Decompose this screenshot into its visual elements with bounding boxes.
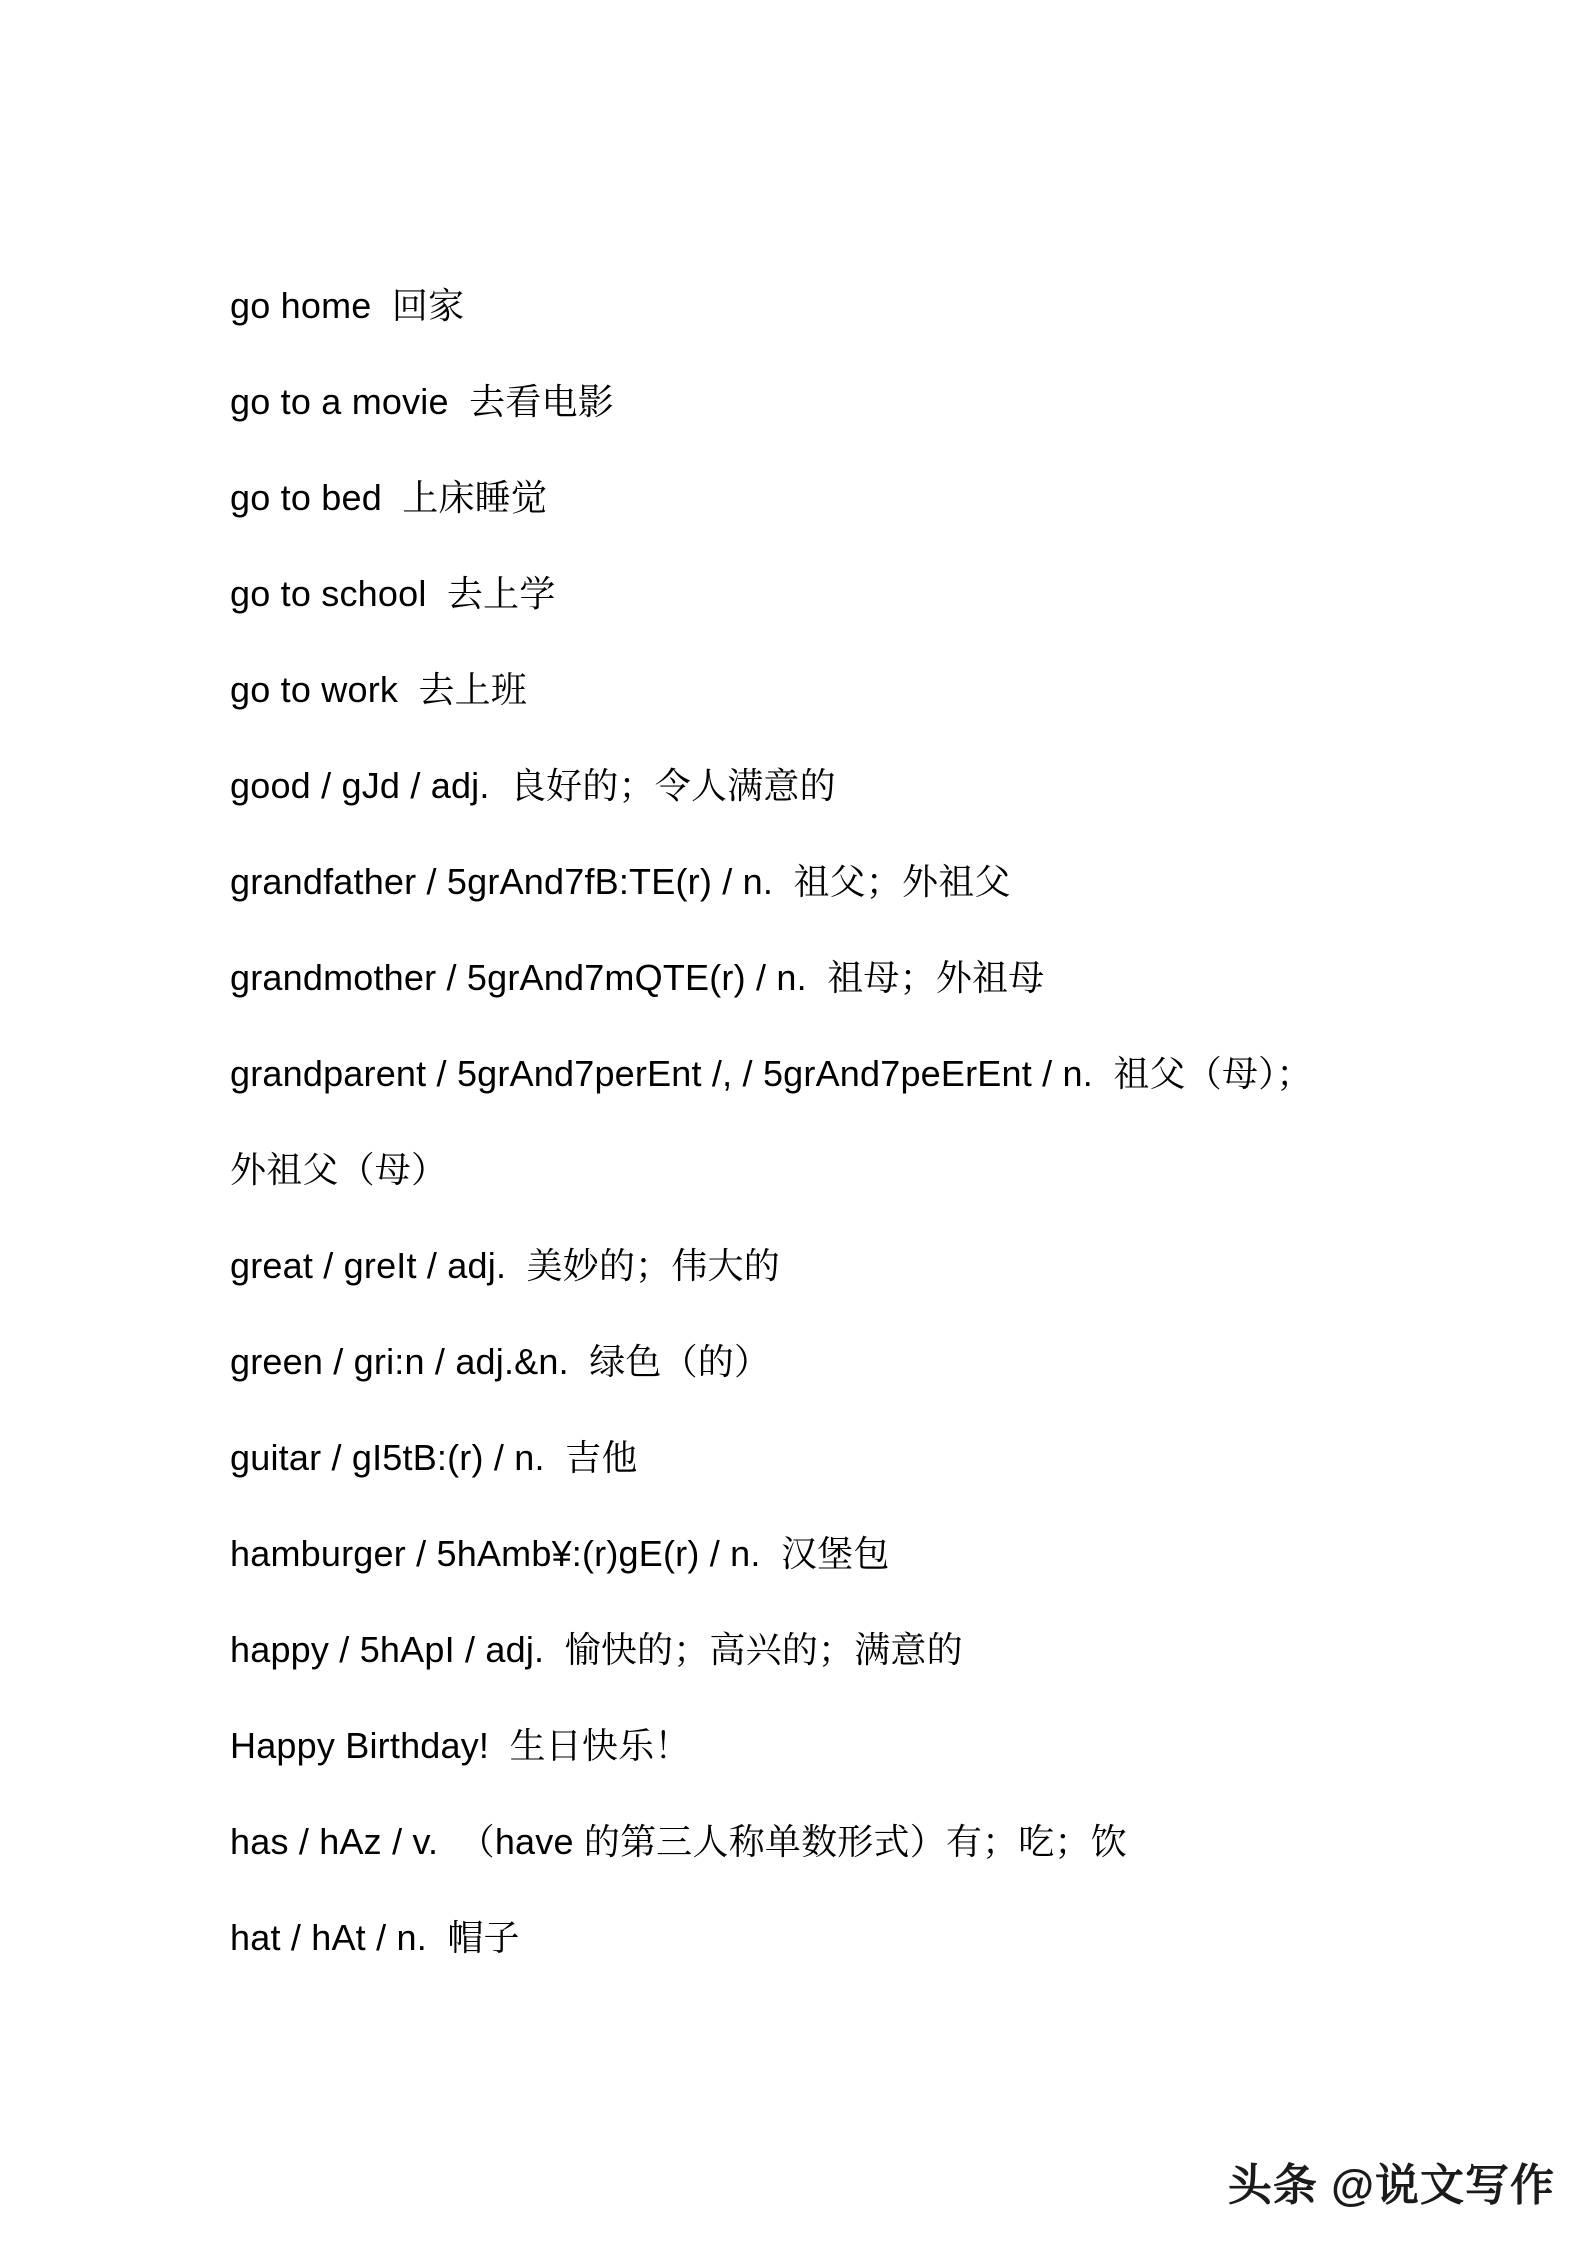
vocab-line: green / gri:n / adj.&n. 绿色（的） <box>230 1341 771 1382</box>
vocab-line: Happy Birthday! 生日快乐！ <box>230 1725 691 1766</box>
vocab-line: good / gJd / adj. 良好的；令人满意的 <box>230 765 836 806</box>
vocab-line: hamburger / 5hAmb¥:(r)gE(r) / n. 汉堡包 <box>230 1533 890 1574</box>
vocab-line: go to school 去上学 <box>230 573 556 614</box>
vocab-line: go to a movie 去看电影 <box>230 381 614 422</box>
vocab-line-wrap: 外祖父（母） <box>230 1149 448 1190</box>
vocab-line: grandparent / 5grAnd7perEnt /, / 5grAnd7peErEnt / n. 祖父（母）； <box>230 1053 1313 1094</box>
vocab-line: happy / 5hApI / adj. 愉快的；高兴的；满意的 <box>230 1629 963 1670</box>
vocab-line: grandfather / 5grAnd7fB:TE(r) / n. 祖父；外祖父 <box>230 861 1011 902</box>
vocab-list <box>230 258 1437 1986</box>
vocab-line: guitar / gI5tB:(r) / n. 吉他 <box>230 1437 638 1478</box>
vocab-line: great / greIt / adj. 美妙的；伟大的 <box>230 1245 780 1286</box>
vocab-line: go home 回家 <box>230 285 465 326</box>
watermark: 头条 @说文写作 <box>1227 2161 1555 2210</box>
vocab-line: hat / hAt / n. 帽子 <box>230 1917 520 1958</box>
vocab-line: go to work 去上班 <box>230 669 528 710</box>
vocab-line: go to bed 上床睡觉 <box>230 477 548 518</box>
vocab-line: grandmother / 5grAnd7mQTE(r) / n. 祖母；外祖母 <box>230 957 1045 998</box>
vocab-line: has / hAz / v. （have 的第三人称单数形式）有；吃；饮 <box>230 1821 1127 1862</box>
